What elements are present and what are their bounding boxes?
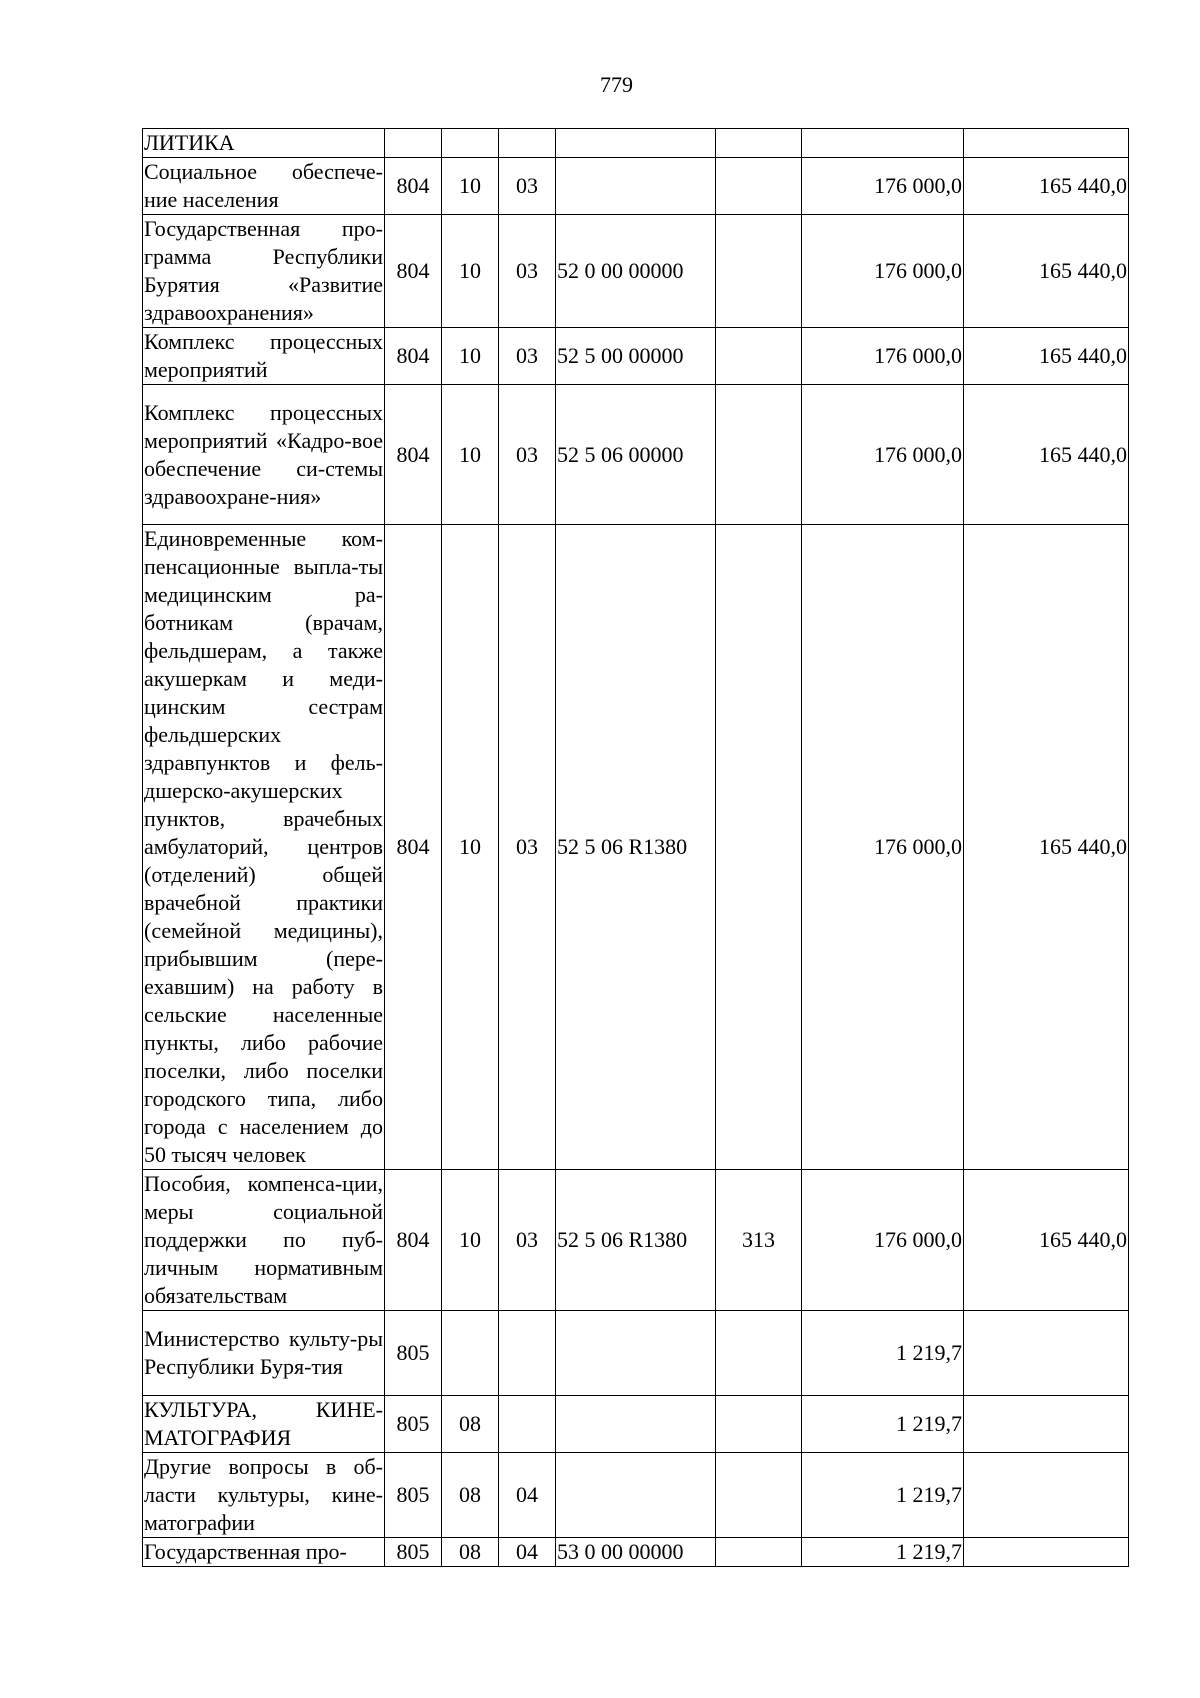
amount-1-cell: 1 219,7 (802, 1538, 964, 1567)
target-article-cell (556, 129, 716, 158)
amount-1-cell: 176 000,0 (802, 385, 964, 525)
target-article-cell (556, 1396, 716, 1453)
amount-2-cell (964, 1453, 1129, 1538)
ved-cell: 805 (385, 1396, 442, 1453)
expense-type-cell (716, 525, 802, 1170)
target-article-cell (556, 1311, 716, 1396)
expense-type-cell (716, 385, 802, 525)
row-name: Министерство культу-ры Республики Буря-тия (143, 1311, 385, 1396)
section-cell: 10 (442, 525, 499, 1170)
target-article-cell (556, 158, 716, 215)
section-cell: 10 (442, 1170, 499, 1311)
target-article-cell: 53 0 00 00000 (556, 1538, 716, 1567)
expense-type-cell (716, 1538, 802, 1567)
table-row (143, 525, 1129, 1170)
row-name: Пособия, компенса-ции, меры социальной поддержки по пуб-личным нормативным обязательствам (143, 1170, 385, 1311)
expense-type-cell (716, 328, 802, 385)
amount-1-cell: 1 219,7 (802, 1396, 964, 1453)
budget-table (142, 128, 1129, 1567)
subsection-cell: 03 (499, 215, 556, 328)
subsection-cell: 03 (499, 1170, 556, 1311)
amount-2-cell (964, 1311, 1129, 1396)
expense-type-cell (716, 1396, 802, 1453)
row-name: Комплекс процессных мероприятий «Кадро-вое обеспечение си-стемы здравоохране-ния» (143, 385, 385, 525)
ved-cell: 804 (385, 385, 442, 525)
amount-2-cell (964, 129, 1129, 158)
amount-2-cell: 165 440,0 (964, 525, 1129, 1170)
expense-type-cell (716, 1311, 802, 1396)
target-article-cell (556, 1453, 716, 1538)
amount-1-cell: 176 000,0 (802, 328, 964, 385)
subsection-cell: 03 (499, 525, 556, 1170)
amount-1-cell: 1 219,7 (802, 1311, 964, 1396)
amount-1-cell: 1 219,7 (802, 1453, 964, 1538)
table-row (143, 1538, 1129, 1567)
amount-2-cell: 165 440,0 (964, 1170, 1129, 1311)
subsection-cell: 03 (499, 158, 556, 215)
subsection-cell: 03 (499, 385, 556, 525)
amount-2-cell: 165 440,0 (964, 385, 1129, 525)
expense-type-cell (716, 158, 802, 215)
table-row (143, 385, 1129, 525)
ved-cell: 805 (385, 1453, 442, 1538)
section-cell (442, 1311, 499, 1396)
ved-cell: 804 (385, 525, 442, 1170)
ved-cell (385, 129, 442, 158)
ved-cell: 805 (385, 1311, 442, 1396)
amount-2-cell (964, 1538, 1129, 1567)
table-row (143, 129, 1129, 158)
section-cell: 10 (442, 328, 499, 385)
subsection-cell: 03 (499, 328, 556, 385)
table-row (143, 1170, 1129, 1311)
row-name: Другие вопросы в об-ласти культуры, кине-матографии (143, 1453, 385, 1538)
ved-cell: 805 (385, 1538, 442, 1567)
ved-cell: 804 (385, 328, 442, 385)
section-cell: 10 (442, 215, 499, 328)
amount-2-cell: 165 440,0 (964, 328, 1129, 385)
table-row (143, 1453, 1129, 1538)
expense-type-cell (716, 1453, 802, 1538)
amount-1-cell: 176 000,0 (802, 215, 964, 328)
amount-1-cell: 176 000,0 (802, 158, 964, 215)
table-row (143, 328, 1129, 385)
table-row (143, 1396, 1129, 1453)
row-name: КУЛЬТУРА, КИНЕ-МАТОГРАФИЯ (143, 1396, 385, 1453)
section-cell: 08 (442, 1396, 499, 1453)
section-cell: 08 (442, 1453, 499, 1538)
section-cell: 10 (442, 385, 499, 525)
amount-2-cell (964, 1396, 1129, 1453)
subsection-cell: 04 (499, 1538, 556, 1567)
target-article-cell: 52 5 06 R1380 (556, 525, 716, 1170)
target-article-cell: 52 5 06 R1380 (556, 1170, 716, 1311)
row-name: Социальное обеспече-ние населения (143, 158, 385, 215)
expense-type-cell (716, 215, 802, 328)
table-row (143, 215, 1129, 328)
subsection-cell (499, 129, 556, 158)
expense-type-cell: 313 (716, 1170, 802, 1311)
amount-1-cell (802, 129, 964, 158)
row-name: Государственная про-грамма Республики Бурятия «Развитие здравоохранения» (143, 215, 385, 328)
expense-type-cell (716, 129, 802, 158)
subsection-cell (499, 1311, 556, 1396)
row-name: Комплекс процессных мероприятий (143, 328, 385, 385)
page-number: 779 (600, 72, 633, 97)
section-cell: 08 (442, 1538, 499, 1567)
amount-1-cell: 176 000,0 (802, 525, 964, 1170)
subsection-cell: 04 (499, 1453, 556, 1538)
amount-1-cell: 176 000,0 (802, 1170, 964, 1311)
ved-cell: 804 (385, 1170, 442, 1311)
ved-cell: 804 (385, 215, 442, 328)
row-name: ЛИТИКА (143, 129, 385, 158)
ved-cell: 804 (385, 158, 442, 215)
section-cell (442, 129, 499, 158)
table-row (143, 1311, 1129, 1396)
amount-2-cell: 165 440,0 (964, 158, 1129, 215)
target-article-cell: 52 5 00 00000 (556, 328, 716, 385)
amount-2-cell: 165 440,0 (964, 215, 1129, 328)
row-name: Единовременные ком-пенсационные выпла-ты медицинским ра-ботникам (врачам, фельдшерам, а также акушеркам и меди-цинским сестрам фельдшерских здравпунктов и фель-дшерско-акушерских пунктов, врачебных амбулаторий, центров (отделений) общей врачебной практики (семейной медицины), прибывшим (пере-ехавшим) на работу в сельские населенные пункты, либо рабочие поселки, либо поселки городского типа, либо города с населением до 50 тысяч человек (143, 525, 385, 1170)
row-name: Государственная про- (143, 1538, 385, 1567)
target-article-cell: 52 0 00 00000 (556, 215, 716, 328)
section-cell: 10 (442, 158, 499, 215)
subsection-cell (499, 1396, 556, 1453)
table-row (143, 158, 1129, 215)
target-article-cell: 52 5 06 00000 (556, 385, 716, 525)
